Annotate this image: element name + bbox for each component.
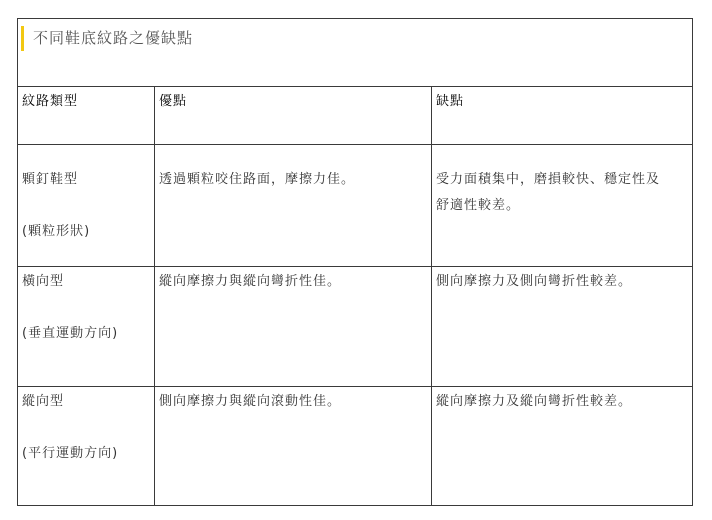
type-cell <box>18 387 155 506</box>
type-cell <box>18 267 155 387</box>
title-row <box>18 19 693 87</box>
cons-cell <box>432 387 693 506</box>
type-name: 縱向型 <box>22 394 65 409</box>
cons-text-line2: 舒適性較差。 <box>436 198 521 213</box>
header-pros: 優點 <box>159 94 188 109</box>
table-row <box>18 145 693 267</box>
cons-text-line1: 側向摩擦力及側向彎折性較差。 <box>436 274 633 289</box>
table-row <box>18 387 693 506</box>
cons-text-line1: 受力面積集中，磨損較快、穩定性及 <box>436 172 661 187</box>
title-accent-bar <box>21 26 24 51</box>
table-title: 不同鞋底紋路之優缺點 <box>33 29 194 47</box>
type-note: (平行運動方向) <box>22 446 119 461</box>
type-cell <box>18 145 155 267</box>
title-cell <box>18 19 693 87</box>
pros-text: 縱向摩擦力與縱向彎折性佳。 <box>159 274 342 289</box>
pros-cell <box>155 145 432 267</box>
header-cons: 缺點 <box>436 94 465 109</box>
header-row <box>18 87 693 145</box>
comparison-table <box>17 18 693 506</box>
header-cell-cons <box>432 87 693 145</box>
type-note: (垂直運動方向) <box>22 326 119 341</box>
pros-cell <box>155 267 432 387</box>
pros-cell <box>155 387 432 506</box>
cons-text-line1: 縱向摩擦力及縱向彎折性較差。 <box>436 394 633 409</box>
header-cell-type <box>18 87 155 145</box>
type-note: (顆粒形狀) <box>22 224 91 239</box>
pros-text: 透過顆粒咬住路面，摩擦力佳。 <box>159 172 356 187</box>
header-type: 紋路類型 <box>22 94 79 109</box>
type-name: 橫向型 <box>22 274 65 289</box>
type-name: 顆釘鞋型 <box>22 172 79 187</box>
table-row <box>18 267 693 387</box>
header-cell-pros <box>155 87 432 145</box>
cons-cell <box>432 267 693 387</box>
pros-text: 側向摩擦力與縱向滾動性佳。 <box>159 394 342 409</box>
cons-cell <box>432 145 693 267</box>
